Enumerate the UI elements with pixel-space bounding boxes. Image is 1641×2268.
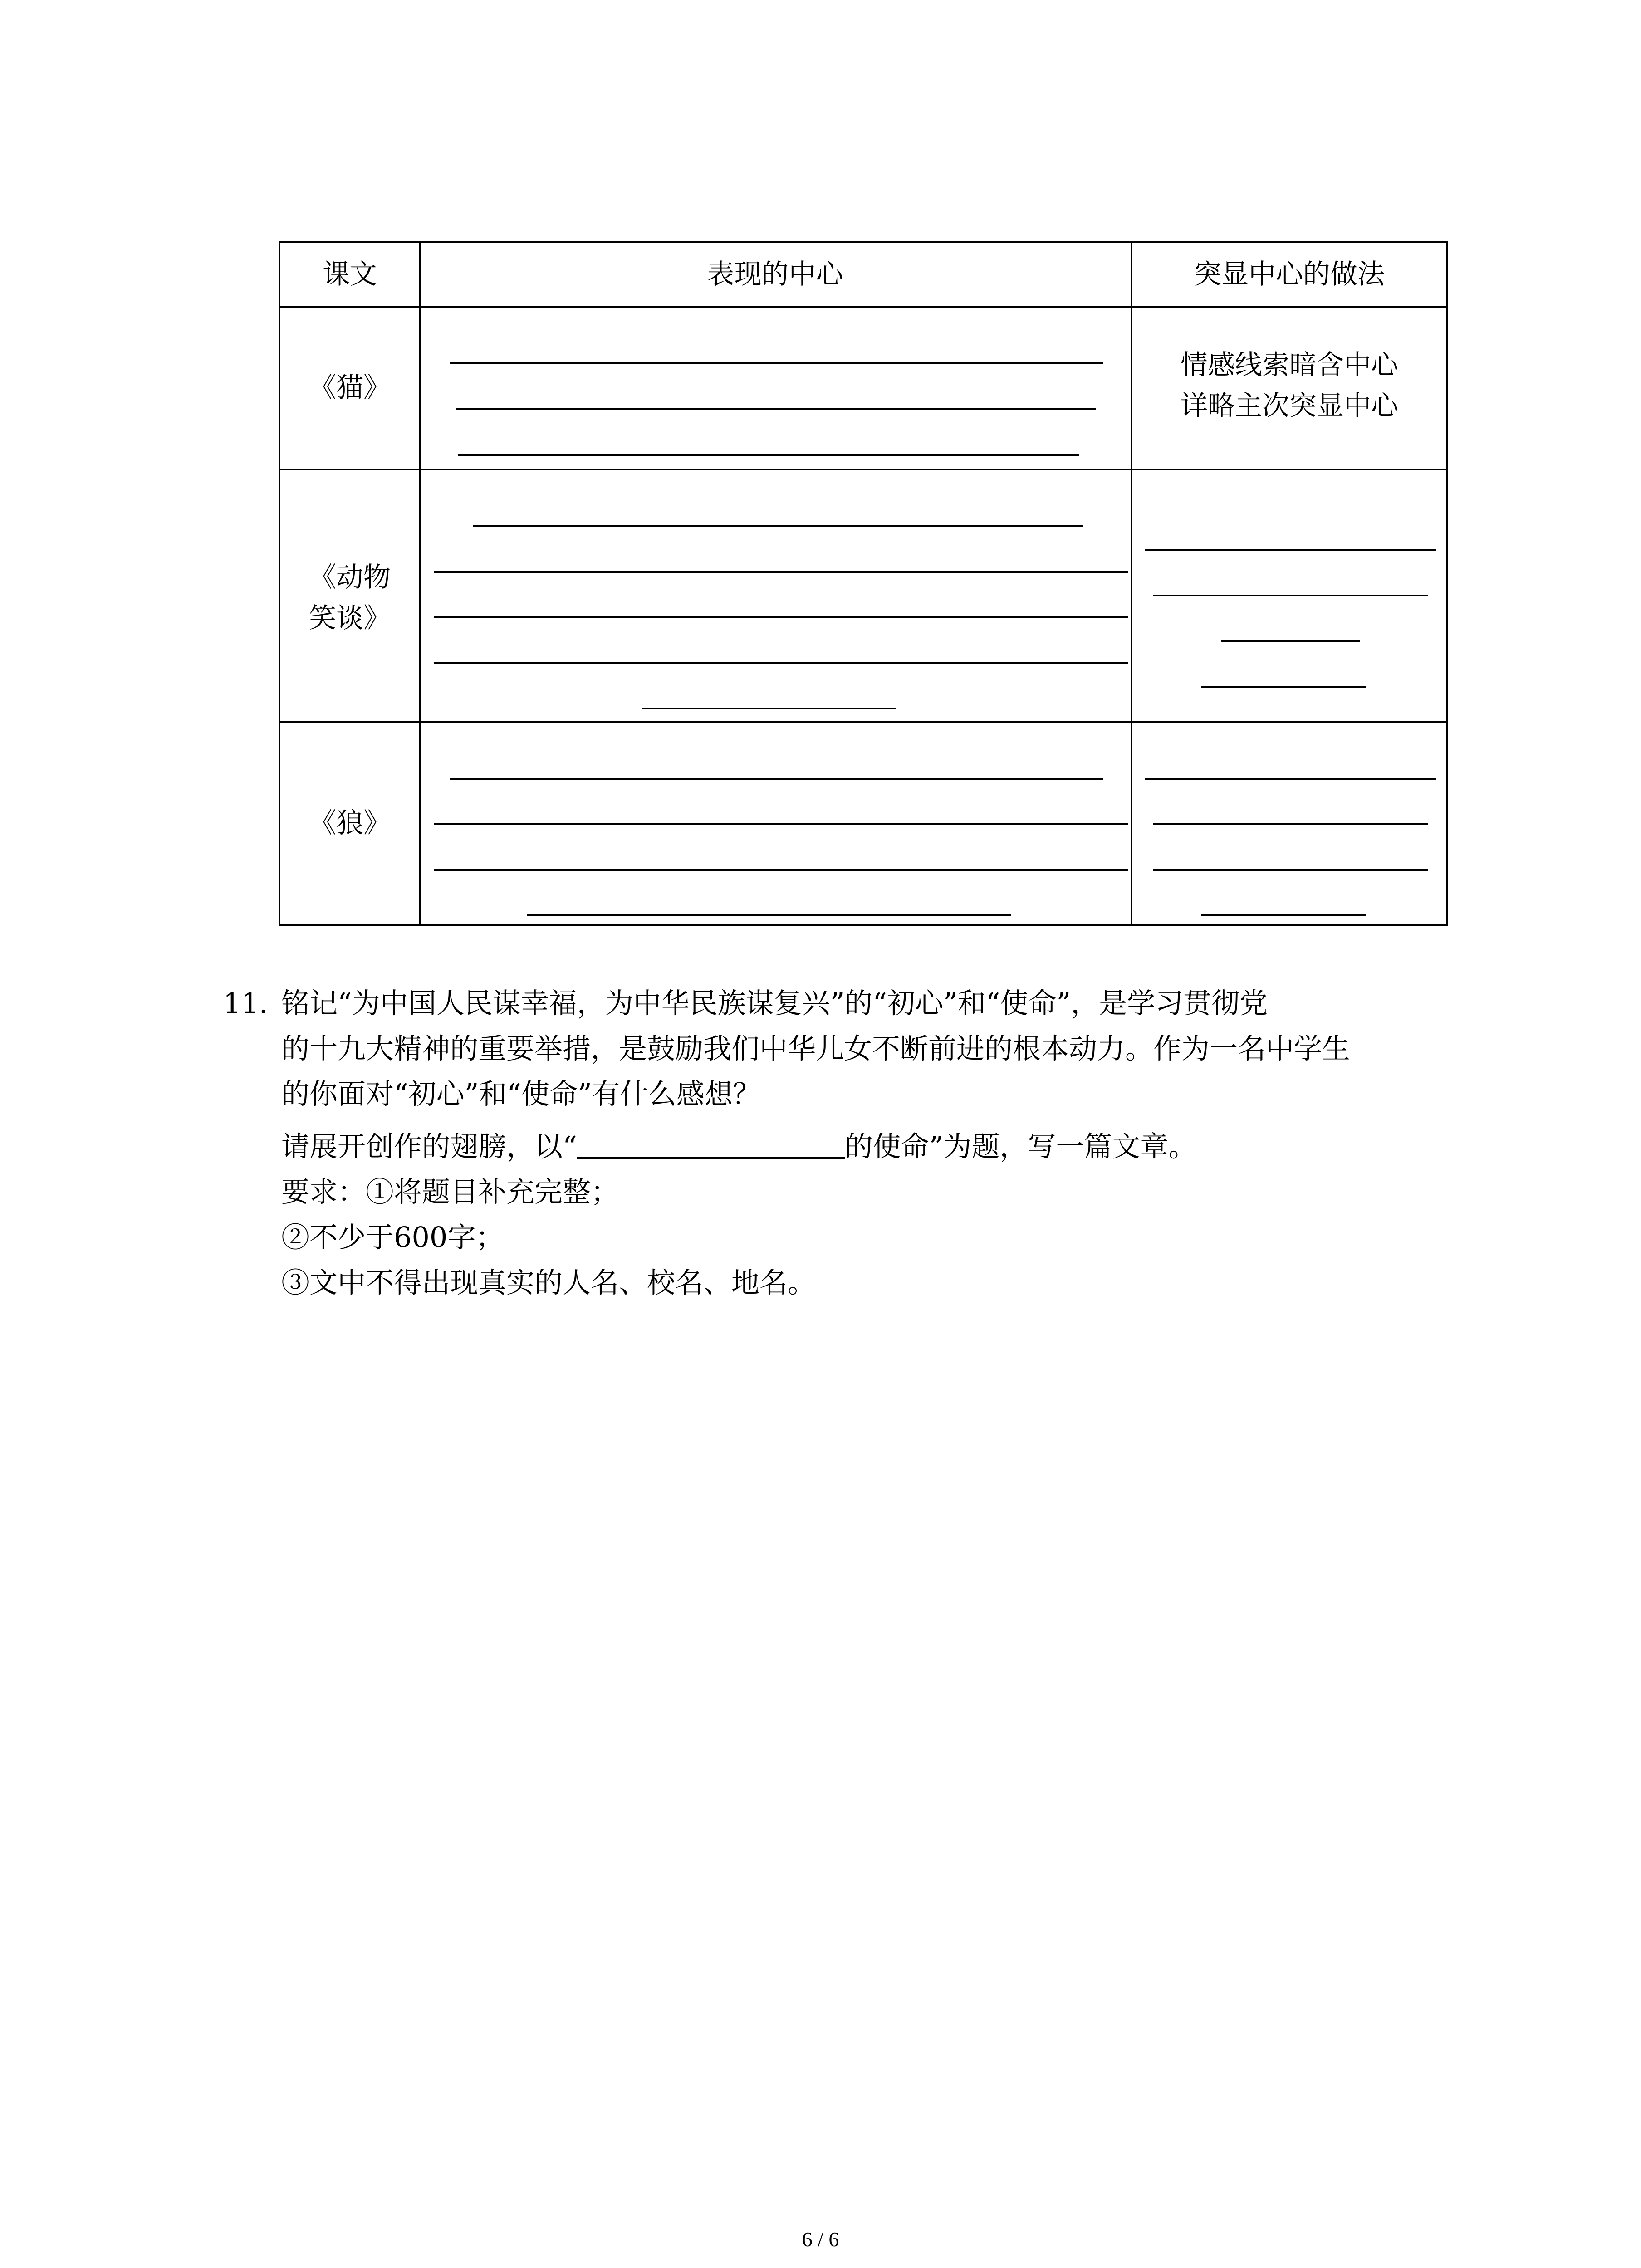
header-text: 课文 [323,259,377,290]
header-center: 表现的中心 [707,259,843,290]
method-line: 情感线索暗含中心 [1181,349,1398,381]
row-title-wolf: 《狼》 [309,807,391,839]
answer-blank[interactable] [1201,686,1366,688]
requirement-line: 要求：①将题目补充完整； [281,1175,619,1208]
answer-blank[interactable] [1153,823,1428,825]
writing-prompt [281,1124,1196,1169]
answer-blank[interactable] [458,454,1079,456]
row-divider [280,469,1446,470]
column-divider [419,243,421,924]
method-line: 详略主次突显中心 [1181,390,1398,422]
row-title-cat: 《猫》 [309,372,391,404]
row-divider [280,721,1446,723]
page-number: 6 / 6 [802,2228,839,2251]
question-number: 11. [223,987,268,1020]
answer-blank[interactable] [1153,595,1428,596]
answer-blank[interactable] [1201,914,1366,916]
answer-blank[interactable] [527,914,1011,916]
answer-blank[interactable] [1145,778,1436,780]
answer-blank[interactable] [456,408,1096,410]
prompt-before: 请展开创作的翅膀，以“ [281,1130,577,1163]
row-title-animal: 《动物 [309,562,391,593]
row-divider [280,306,1446,308]
answer-blank[interactable] [434,571,1128,573]
answer-blank[interactable] [434,662,1128,664]
prompt-after: 的使命”为题，写一篇文章。 [844,1130,1197,1163]
answer-blank[interactable] [642,708,896,709]
question-line: 的你面对“初心”和“使命”有什么感想？ [281,1077,761,1110]
answer-blank[interactable] [434,823,1128,825]
answer-blank[interactable] [473,525,1083,527]
answer-blank[interactable] [450,362,1103,364]
question-line: 的十九大精神的重要举措，是鼓励我们中华儿女不断前进的根本动力。作为一名中学生 [281,1032,1351,1065]
answer-blank[interactable] [450,778,1103,780]
header-method: 突显中心的做法 [1194,259,1385,290]
title-blank[interactable] [577,1130,845,1159]
row-title-animal: 笑谈》 [309,602,391,634]
answer-blank[interactable] [1221,640,1360,642]
answer-table [279,241,1448,926]
requirement-line: ③文中不得出现真实的人名、校名、地名。 [281,1266,816,1299]
answer-blank[interactable] [1145,549,1436,551]
answer-blank[interactable] [434,616,1128,618]
answer-blank[interactable] [434,869,1128,871]
question-line: 铭记“为中国人民谋幸福，为中华民族谋复兴”的“初心”和“使命”，是学习贯彻党 [281,987,1268,1020]
requirement-line: ②不少于600字； [281,1221,504,1254]
answer-blank[interactable] [1153,869,1428,871]
